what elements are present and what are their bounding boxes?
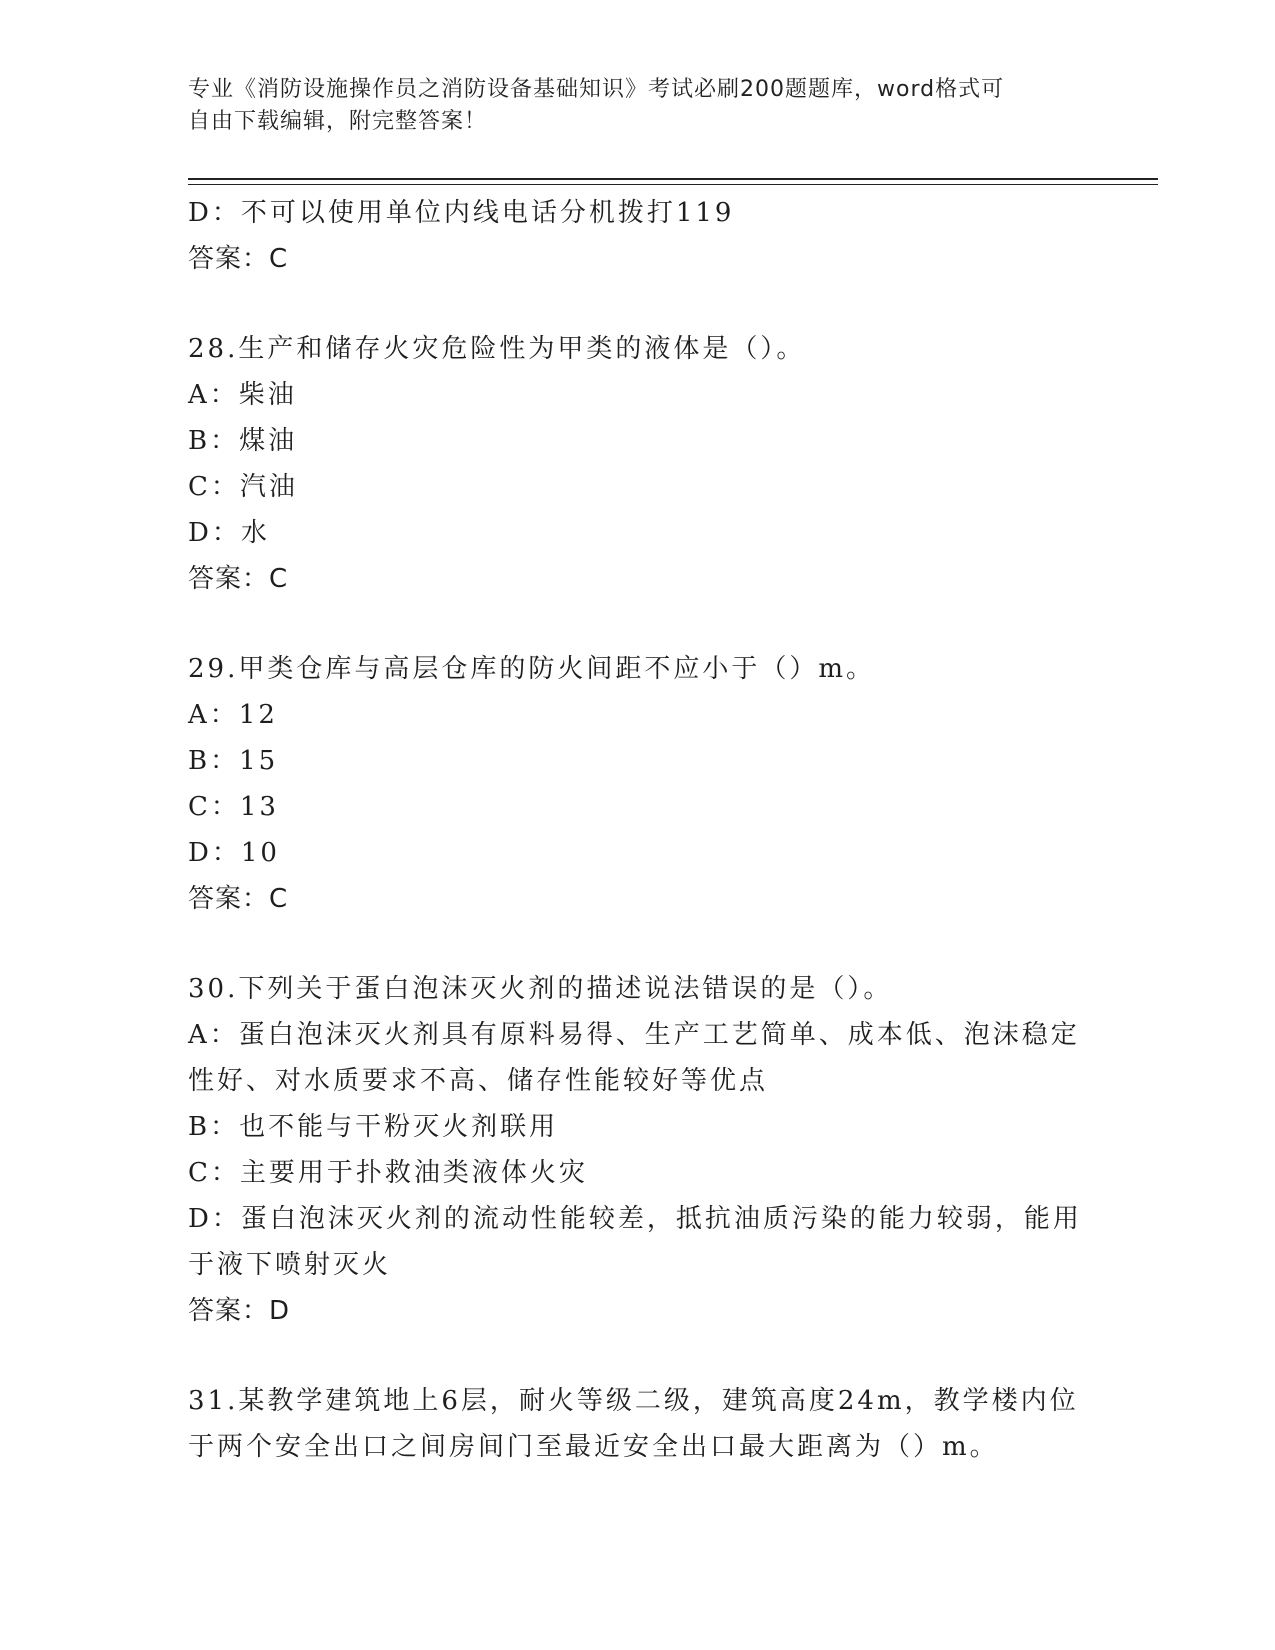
question-30 — [188, 966, 1088, 1334]
question-stem-line-1: 31.某教学建筑地上6层，耐火等级二级，建筑高度24m，教学楼内位 — [188, 1386, 1079, 1416]
answer: 答案：C — [188, 884, 289, 914]
option-c: C：主要用于扑救油类液体火灾 — [188, 1158, 588, 1188]
option-b: B：15 — [188, 746, 279, 776]
option-b: B：也不能与干粉灭火剂联用 — [188, 1112, 559, 1142]
answer: 答案：C — [188, 244, 289, 274]
option-d-line-2: 于液下喷射灭火 — [188, 1250, 392, 1280]
question-29 — [188, 646, 1088, 922]
question-list — [188, 190, 1088, 1470]
option-d-line-1: D：蛋白泡沫灭火剂的流动性能较差，抵抗油质污染的能力较弱，能用 — [188, 1204, 1082, 1234]
header-divider-thick — [188, 178, 1158, 180]
option-b: B：煤油 — [188, 426, 298, 456]
option-d: D：不可以使用单位内线电话分机拨打119 — [188, 198, 735, 228]
question-31 — [188, 1378, 1088, 1470]
page-header — [188, 74, 1088, 138]
option-a: A：12 — [188, 700, 278, 730]
option-d: D：10 — [188, 838, 280, 868]
option-a: A：柴油 — [188, 380, 297, 410]
option-c: C：13 — [188, 792, 279, 822]
question-stem: 30.下列关于蛋白泡沫灭火剂的描述说法错误的是（）。 — [188, 974, 893, 1004]
question-stem-line-2: 于两个安全出口之间房间门至最近安全出口最大距离为（）m。 — [188, 1432, 999, 1462]
question-27-tail — [188, 190, 1088, 282]
option-a-line-1: A：蛋白泡沫灭火剂具有原料易得、生产工艺简单、成本低、泡沫稳定 — [188, 1020, 1080, 1050]
option-c: C：汽油 — [188, 472, 298, 502]
header-title-line-1: 专业《消防设施操作员之消防设备基础知识》考试必刷200题题库，word格式可 — [188, 77, 1005, 102]
option-d: D：水 — [188, 518, 270, 548]
question-stem: 28.生产和储存火灾危险性为甲类的液体是（）。 — [188, 334, 806, 364]
header-title-line-2: 自由下载编辑，附完整答案！ — [188, 109, 488, 134]
option-a-line-2: 性好、对水质要求不高、储存性能较好等优点 — [188, 1066, 769, 1096]
question-28 — [188, 326, 1088, 602]
header-divider-thin — [188, 184, 1158, 185]
question-stem: 29.甲类仓库与高层仓库的防火间距不应小于（）m。 — [188, 654, 876, 684]
answer: 答案：D — [188, 1296, 291, 1326]
answer: 答案：C — [188, 564, 289, 594]
